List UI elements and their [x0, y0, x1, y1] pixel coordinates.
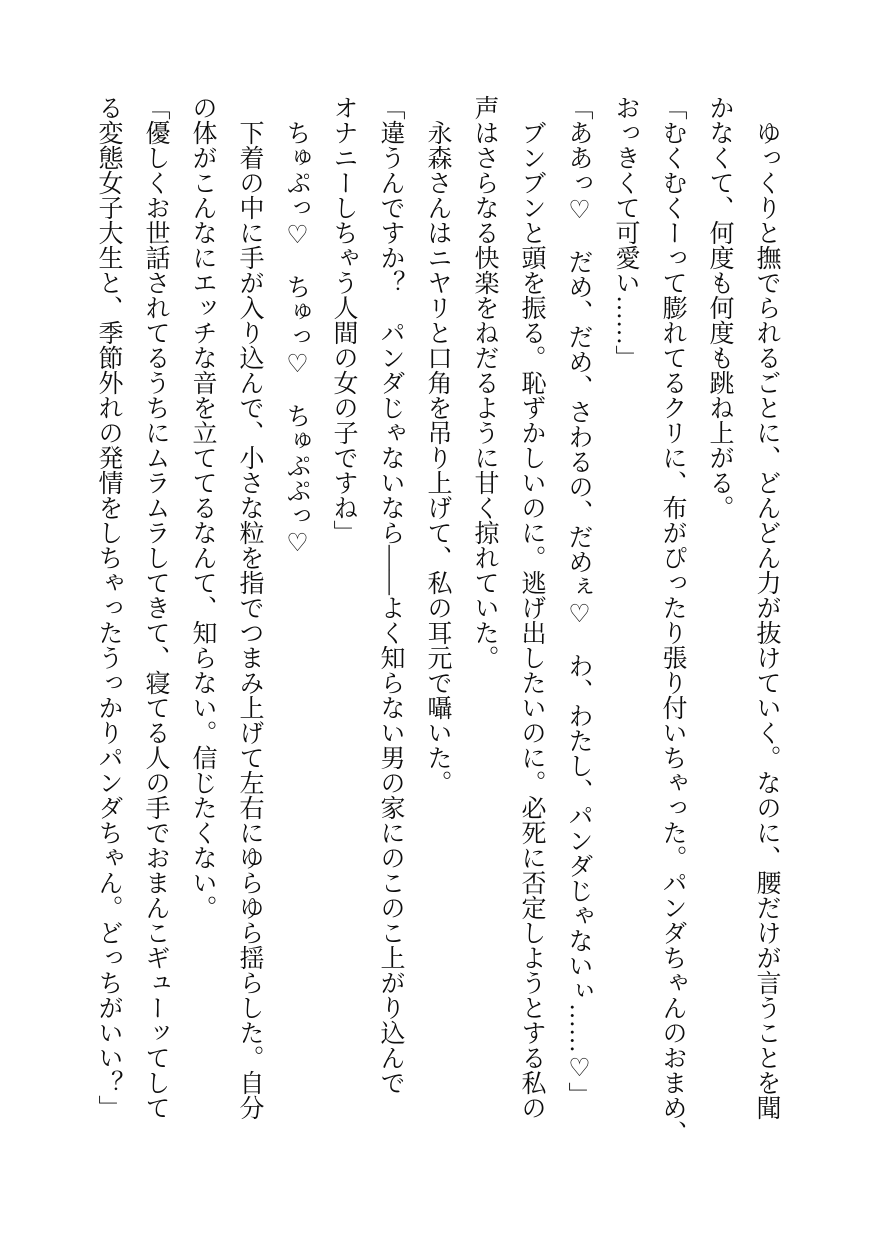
text-line: ゆっくりと撫でられるごとに、どんどん力が抜けていく。なのに、腰だけが言うことを聞 — [753, 120, 780, 1120]
text-line: ちゅぷっ♡ ちゅっ♡ ちゅぷぷっ♡ — [283, 120, 310, 557]
text-line: 「むくむくーって膨れてるクリに、布がぴったり張り付いちゃった。パンダちゃんのおまめ、 — [659, 95, 686, 1145]
text-line: かなくて、何度も何度も跳ね上がる。 — [706, 95, 733, 520]
text-line: る変態女子大生と、季節外れの発情をしちゃったうっかりパンダちゃん。どっちがいい？」 — [95, 95, 122, 1120]
text-line: 声はさらなる快楽をねだるように甘く掠れていた。 — [471, 95, 498, 670]
text-line: の体がこんなにエッチな音を立ててるなんて、知らない。信じたくない。 — [189, 95, 216, 920]
text-line: 永森さんはニヤリと口角を吊り上げて、私の耳元で囁いた。 — [424, 120, 451, 795]
text-line: ブンブンと頭を振る。恥ずかしいのに。逃げ出したいのに。必死に否定しようとする私の — [518, 120, 545, 1120]
text-line: 「違うんですか？ パンダじゃないなら――よく知らない男の家にのこのこ上がり込んで — [377, 95, 404, 1095]
text-line: オナニーしちゃう人間の女の子ですね」 — [330, 95, 357, 545]
text-line: おっきくて可愛い……」 — [612, 95, 639, 370]
text-line: 下着の中に手が入り込んで、小さな粒を指でつまみ上げて左右にゆらゆら揺らした。自分 — [236, 120, 263, 1120]
vertical-text-block — [85, 95, 790, 1161]
text-line: 「ああっ♡ だめ、だめ、さわるの、だめぇ♡ わ、わたし、パンダじゃないぃ……♡」 — [565, 95, 592, 1107]
text-line: 「優しくお世話されてるうちにムラムラしてきて、寝てる人の手でおまんこギューッてして — [142, 95, 169, 1120]
